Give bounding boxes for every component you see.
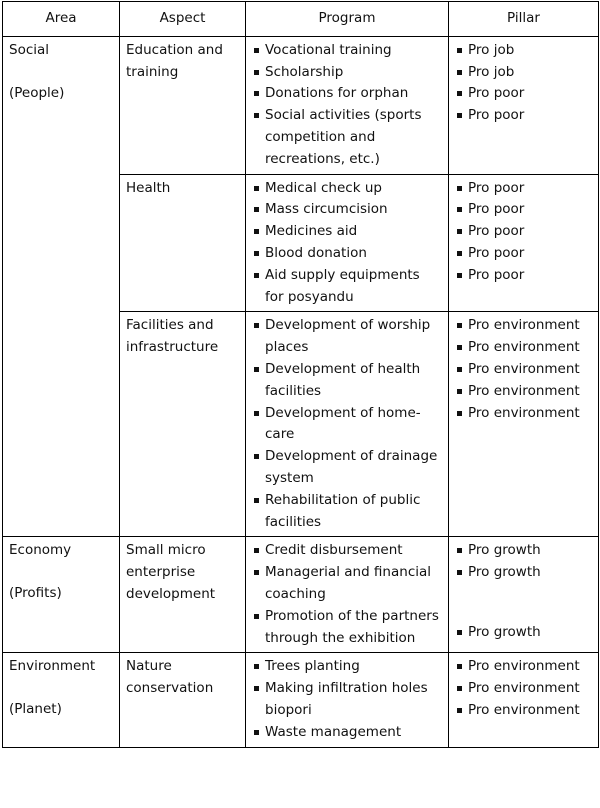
header-area: Area <box>3 2 120 37</box>
square-bullet-icon <box>254 207 259 212</box>
area-cell-economy <box>3 537 120 653</box>
pillar-cell <box>449 653 599 747</box>
square-bullet-icon <box>457 708 462 713</box>
table-row <box>3 36 599 174</box>
square-bullet-icon <box>457 91 462 96</box>
header-row <box>3 2 599 37</box>
program-list <box>252 656 442 743</box>
list-item: Scholarship <box>252 62 442 84</box>
list-item: Pro growth <box>455 562 592 584</box>
area-cell-social <box>3 36 120 537</box>
square-bullet-icon <box>254 91 259 96</box>
square-bullet-icon <box>254 686 259 691</box>
square-bullet-icon <box>254 113 259 118</box>
pillar-list <box>455 656 592 721</box>
square-bullet-icon <box>457 48 462 53</box>
list-item: Development of drainage system <box>252 446 442 490</box>
square-bullet-icon <box>254 251 259 256</box>
program-cell <box>246 36 449 174</box>
table-row <box>3 653 599 747</box>
program-list <box>252 178 442 309</box>
square-bullet-icon <box>457 664 462 669</box>
pillar-cell <box>449 36 599 174</box>
square-bullet-icon <box>457 273 462 278</box>
aspect-cell: Small micro enterprise development <box>120 537 246 653</box>
square-bullet-icon <box>254 186 259 191</box>
list-item: Pro environment <box>455 381 592 403</box>
square-bullet-icon <box>254 48 259 53</box>
list-item: Pro environment <box>455 403 592 425</box>
area-sub-label: (Planet) <box>9 701 62 718</box>
area-label: Economy <box>9 542 72 559</box>
square-bullet-icon <box>254 367 259 372</box>
program-cell <box>246 537 449 653</box>
square-bullet-icon <box>457 229 462 234</box>
square-bullet-icon <box>457 207 462 212</box>
square-bullet-icon <box>254 614 259 619</box>
list-item: Managerial and financial coaching <box>252 562 442 606</box>
square-bullet-icon <box>457 323 462 328</box>
square-bullet-icon <box>254 570 259 575</box>
aspect-cell: Nature conservation <box>120 653 246 747</box>
square-bullet-icon <box>457 367 462 372</box>
square-bullet-icon <box>457 345 462 350</box>
square-bullet-icon <box>254 454 259 459</box>
square-bullet-icon <box>457 186 462 191</box>
square-bullet-icon <box>254 664 259 669</box>
list-item: Waste management <box>252 722 442 744</box>
list-item: Pro job <box>455 40 592 62</box>
list-item: Making infiltration holes biopori <box>252 678 442 722</box>
list-item: Pro poor <box>455 105 592 127</box>
program-cell <box>246 174 449 312</box>
area-sub-label: (People) <box>9 84 65 101</box>
list-item: Promotion of the partners through the exhibition <box>252 606 442 650</box>
list-item: Pro growth <box>455 540 592 562</box>
square-bullet-icon <box>457 251 462 256</box>
table-row <box>3 537 599 653</box>
csr-program-table <box>2 1 599 748</box>
program-cell <box>246 653 449 747</box>
aspect-cell: Education and training <box>120 36 246 174</box>
list-item: Pro poor <box>455 83 592 105</box>
square-bullet-icon <box>254 498 259 503</box>
pillar-list <box>455 315 592 424</box>
area-label: Social <box>9 41 50 58</box>
pillar-list <box>455 540 592 643</box>
list-item: Pro environment <box>455 678 592 700</box>
program-list <box>252 315 442 533</box>
list-item: Vocational training <box>252 40 442 62</box>
list-item: Medical check up <box>252 178 442 200</box>
pillar-list <box>455 178 592 287</box>
list-item: Blood donation <box>252 243 442 265</box>
square-bullet-icon <box>254 730 259 735</box>
list-item: Pro environment <box>455 337 592 359</box>
list-item: Pro environment <box>455 656 592 678</box>
square-bullet-icon <box>254 548 259 553</box>
list-item: Pro poor <box>455 178 592 200</box>
square-bullet-icon <box>457 389 462 394</box>
list-item: Pro poor <box>455 243 592 265</box>
header-program: Program <box>246 2 449 37</box>
square-bullet-icon <box>457 630 462 635</box>
list-item: Pro environment <box>455 359 592 381</box>
pillar-cell <box>449 174 599 312</box>
square-bullet-icon <box>457 70 462 75</box>
square-bullet-icon <box>457 548 462 553</box>
square-bullet-icon <box>457 686 462 691</box>
square-bullet-icon <box>254 323 259 328</box>
list-item: Pro poor <box>455 199 592 221</box>
square-bullet-icon <box>457 411 462 416</box>
list-item: Donations for orphan <box>252 83 442 105</box>
list-item: Credit disbursement <box>252 540 442 562</box>
list-spacer <box>455 584 592 622</box>
pillar-cell <box>449 312 599 537</box>
area-cell-environment <box>3 653 120 747</box>
list-item: Mass circumcision <box>252 199 442 221</box>
list-item: Trees planting <box>252 656 442 678</box>
square-bullet-icon <box>457 113 462 118</box>
header-aspect: Aspect <box>120 2 246 37</box>
list-item: Development of worship places <box>252 315 442 359</box>
list-item: Pro growth <box>455 622 592 644</box>
list-item: Social activities (sports competition and recreations, etc.) <box>252 105 442 170</box>
list-item: Pro poor <box>455 265 592 287</box>
aspect-cell: Facilities and infrastructure <box>120 312 246 537</box>
list-item: Rehabilitation of public facilities <box>252 490 442 534</box>
square-bullet-icon <box>254 273 259 278</box>
square-bullet-icon <box>254 70 259 75</box>
square-bullet-icon <box>457 570 462 575</box>
program-list <box>252 40 442 171</box>
pillar-list <box>455 40 592 127</box>
list-item: Aid supply equipments for posyandu <box>252 265 442 309</box>
list-item: Pro poor <box>455 221 592 243</box>
list-item: Pro job <box>455 62 592 84</box>
program-cell <box>246 312 449 537</box>
area-label: Environment <box>9 658 96 675</box>
list-item: Development of health facilities <box>252 359 442 403</box>
pillar-cell <box>449 537 599 653</box>
list-item: Pro environment <box>455 315 592 337</box>
header-pillar: Pillar <box>449 2 599 37</box>
square-bullet-icon <box>254 411 259 416</box>
program-list <box>252 540 442 649</box>
area-sub-label: (Profits) <box>9 585 62 602</box>
list-item: Medicines aid <box>252 221 442 243</box>
square-bullet-icon <box>254 229 259 234</box>
list-item: Pro environment <box>455 700 592 722</box>
aspect-cell: Health <box>120 174 246 312</box>
list-item: Development of home-care <box>252 403 442 447</box>
